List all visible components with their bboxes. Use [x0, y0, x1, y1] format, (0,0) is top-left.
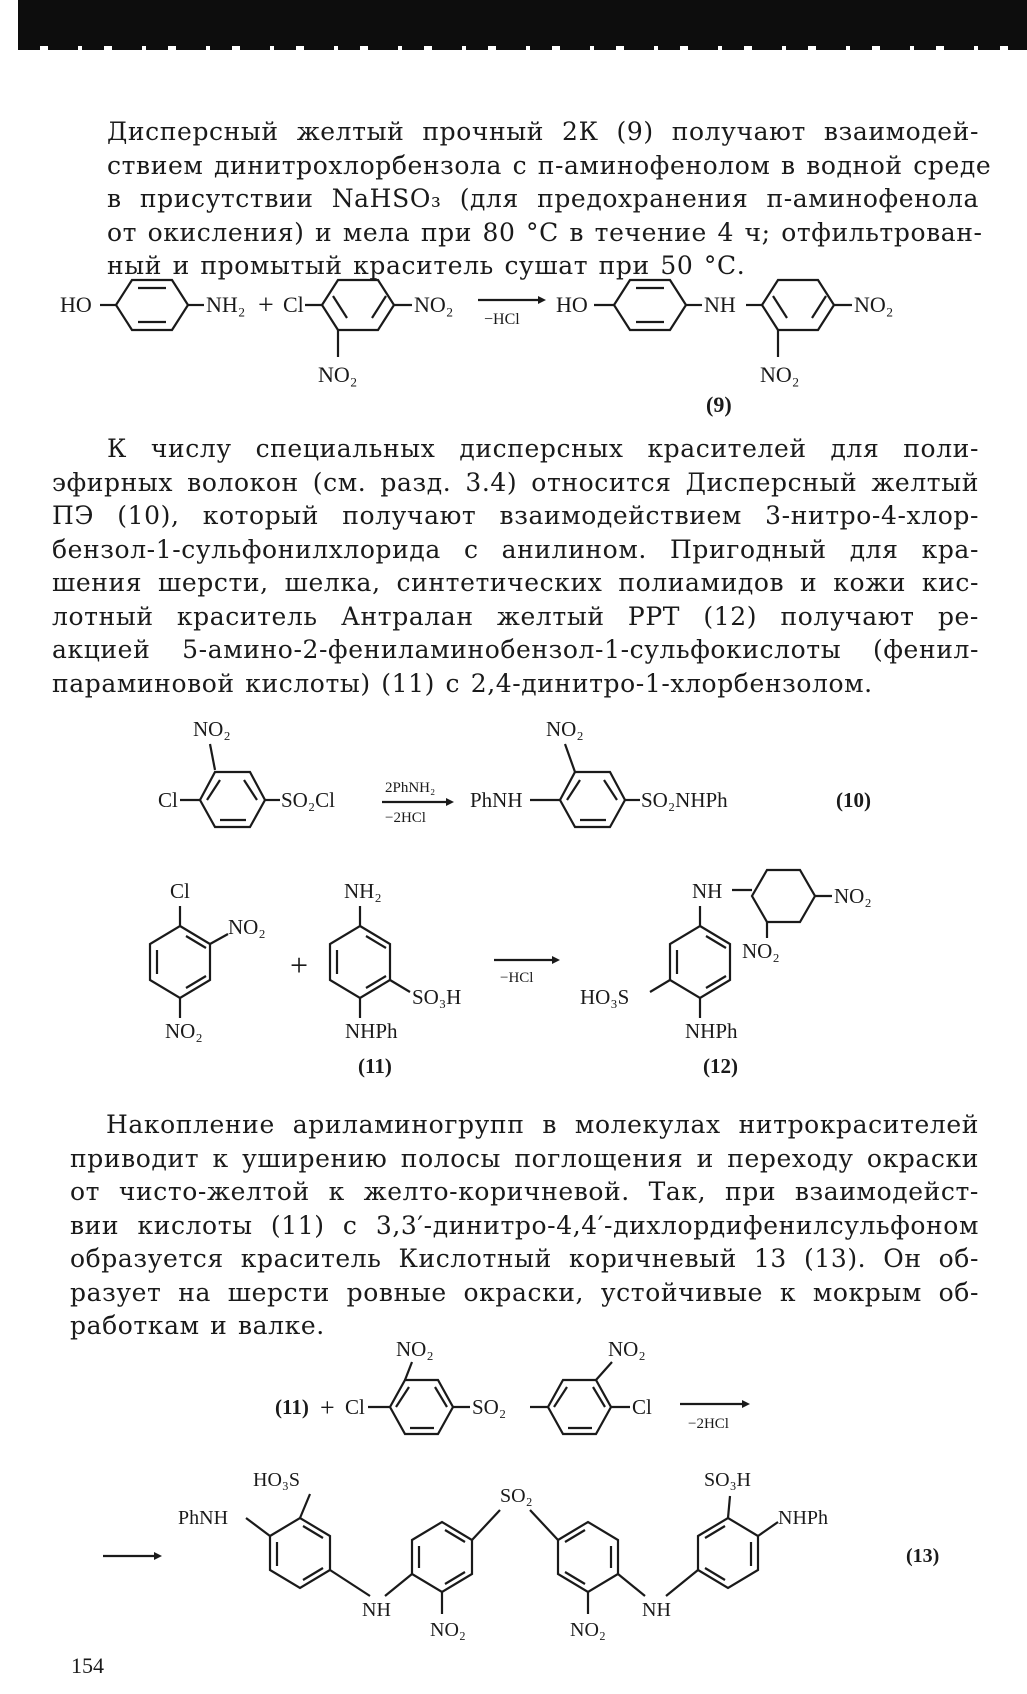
- arrow-label: −2HCl: [688, 1416, 729, 1432]
- text-line: ПЭ (10), который получают взаимодействием 3-нитро-4-хлор-: [52, 501, 979, 530]
- no2-group: NO₂: [854, 292, 894, 317]
- nh-group: NH: [692, 879, 723, 903]
- text-line: приводит к уширению полосы поглощения и переходу окраски: [70, 1143, 979, 1173]
- no2-group: NO₂: [430, 1619, 466, 1641]
- paragraph-1: [107, 115, 992, 283]
- phnh-group: PhNH: [178, 1507, 229, 1529]
- phnh-group: PhNH: [470, 788, 523, 812]
- benzene-ring: [560, 772, 625, 827]
- page-top-band: [18, 0, 1027, 48]
- plus-sign: +: [320, 1393, 335, 1422]
- text-line: параминовой кислоты) (11) с 2,4-динитро-1-хлорбензолом.: [52, 668, 873, 698]
- so3h-group: SO₃H: [704, 1469, 751, 1491]
- benzene-ring: [200, 772, 265, 827]
- paragraph-3: [70, 1108, 979, 1343]
- nhph-group: NHPh: [685, 1019, 738, 1043]
- benzene-ring: [390, 1380, 453, 1434]
- no2-group: NO₂: [570, 1619, 606, 1641]
- benzene-ring: [670, 926, 730, 998]
- arrow-label: −HCl: [500, 970, 534, 986]
- text-line: бензол-1-сульфонилхлорида с анилином. Пригодный для кра-: [52, 534, 979, 564]
- text-line: лотный краситель Антралан желтый РРТ (12) получают ре-: [52, 601, 979, 631]
- so2-group: SO₂: [500, 1485, 533, 1507]
- compound-label: (12): [703, 1054, 738, 1078]
- plus-sign: +: [290, 947, 309, 983]
- text-line: в присутствии NaHSO₃ (для предохранения п-аминофенола: [107, 184, 979, 213]
- no2-group: NO₂: [165, 1019, 203, 1043]
- compound-label: (9): [706, 392, 732, 417]
- benzene-ring: [752, 870, 815, 922]
- ho3s-group: HO₃S: [253, 1469, 300, 1491]
- reaction-scheme-13-reactants: [0, 1332, 1027, 1442]
- so2cl-group: SO₂Cl: [281, 788, 336, 812]
- text-line: работкам и валке.: [70, 1311, 325, 1340]
- benzene-ring: [330, 926, 390, 998]
- ho3s-group: HO₃S: [580, 985, 630, 1009]
- cl-group: Cl: [158, 788, 178, 812]
- nhph-group: NHPh: [345, 1019, 398, 1043]
- text-line: акцией 5-амино-2-фениламинобензол-1-сульфокислоты (фенил-: [52, 635, 979, 664]
- no2-group: NO₂: [193, 717, 231, 741]
- no2-group: NO₂: [834, 884, 872, 908]
- cl-group: Cl: [283, 292, 304, 317]
- cl-group: Cl: [345, 1395, 365, 1419]
- arrow-label-bottom: −2HCl: [385, 810, 426, 826]
- reaction-scheme-10: [0, 712, 1027, 842]
- reaction-scheme-12: [0, 868, 1027, 1098]
- no2-group: NO₂: [318, 362, 358, 387]
- text-line: образуется краситель Кислотный коричневый 13 (13). Он об-: [70, 1244, 979, 1273]
- benzene-ring: [270, 1518, 330, 1588]
- benzene-ring: [558, 1522, 618, 1592]
- text-line: эфирных волокон (см. разд. 3.4) относится Дисперсный желтый: [52, 467, 979, 497]
- ho-group: HO: [556, 292, 588, 317]
- so2nhph-group: SO₂NHPh: [641, 788, 728, 812]
- page-number: 154: [71, 1653, 104, 1678]
- reaction-scheme-9: [0, 262, 1027, 422]
- benzene-ring: [322, 280, 394, 330]
- no2-group: NO₂: [546, 717, 584, 741]
- compound-label: (11): [358, 1054, 392, 1078]
- text-line: Дисперсный желтый прочный 2К (9) получают взаимодей-: [107, 117, 979, 146]
- nh-group: NH: [704, 292, 736, 317]
- cl-group: Cl: [170, 879, 190, 903]
- nhph-group: NHPh: [778, 1507, 829, 1529]
- text-line: ный и промытый краситель сушат при 50 °С.: [107, 251, 746, 280]
- benzene-ring: [762, 280, 834, 330]
- text-line: вии кислоты (11) с 3,3′-динитро-4,4′-дихлордифенилсульфоном: [70, 1210, 979, 1240]
- compound-ref: (11): [275, 1395, 309, 1419]
- no2-group: NO₂: [396, 1337, 434, 1361]
- benzene-ring: [698, 1518, 758, 1588]
- arrow-label-top: 2PhNH₂: [385, 780, 436, 796]
- text-line: шения шерсти, шелка, синтетических полиамидов и кожи кис-: [52, 568, 979, 597]
- no2-group: NO₂: [608, 1337, 646, 1361]
- so2-group: SO₂: [472, 1395, 507, 1419]
- reaction-scheme-13-product: [0, 1456, 1027, 1651]
- nh2-group: NH₂: [206, 292, 246, 317]
- text-line: от чисто-желтой к желто-коричневой. Так, при взаимодейст-: [70, 1177, 979, 1206]
- plus-sign: +: [258, 290, 274, 321]
- ho-group: HO: [60, 292, 92, 317]
- nh-group: NH: [362, 1599, 391, 1621]
- no2-group: NO₂: [414, 292, 454, 317]
- no2-group: NO₂: [760, 362, 800, 387]
- cl-group: Cl: [632, 1395, 652, 1419]
- no2-group: NO₂: [228, 915, 266, 939]
- nh-group: NH: [642, 1599, 671, 1621]
- paragraph-2: [52, 432, 979, 700]
- page-top-band-edge: [18, 46, 1027, 50]
- so3h-group: SO₃H: [412, 985, 462, 1009]
- text-line: К числу специальных дисперсных красителей для поли-: [107, 434, 979, 463]
- benzene-ring: [412, 1522, 472, 1592]
- text-line: разует на шерсти ровные окраски, устойчивые к мокрым об-: [70, 1277, 979, 1307]
- nh2-group: NH₂: [344, 879, 382, 903]
- arrow-label: −HCl: [484, 311, 520, 328]
- compound-label: (13): [906, 1545, 940, 1567]
- text-line: ствием динитрохлорбензола с п-аминофенолом в водной среде: [107, 150, 992, 180]
- no2-group: NO₂: [742, 939, 780, 963]
- text-line: Накопление ариламиногрупп в молекулах нитрокрасителей: [106, 1110, 979, 1139]
- benzene-ring: [548, 1380, 611, 1434]
- compound-label: (10): [836, 788, 871, 812]
- text-line: от окисления) и мела при 80 °С в течение 4 ч; отфильтрован-: [107, 217, 983, 247]
- benzene-ring: [150, 926, 210, 998]
